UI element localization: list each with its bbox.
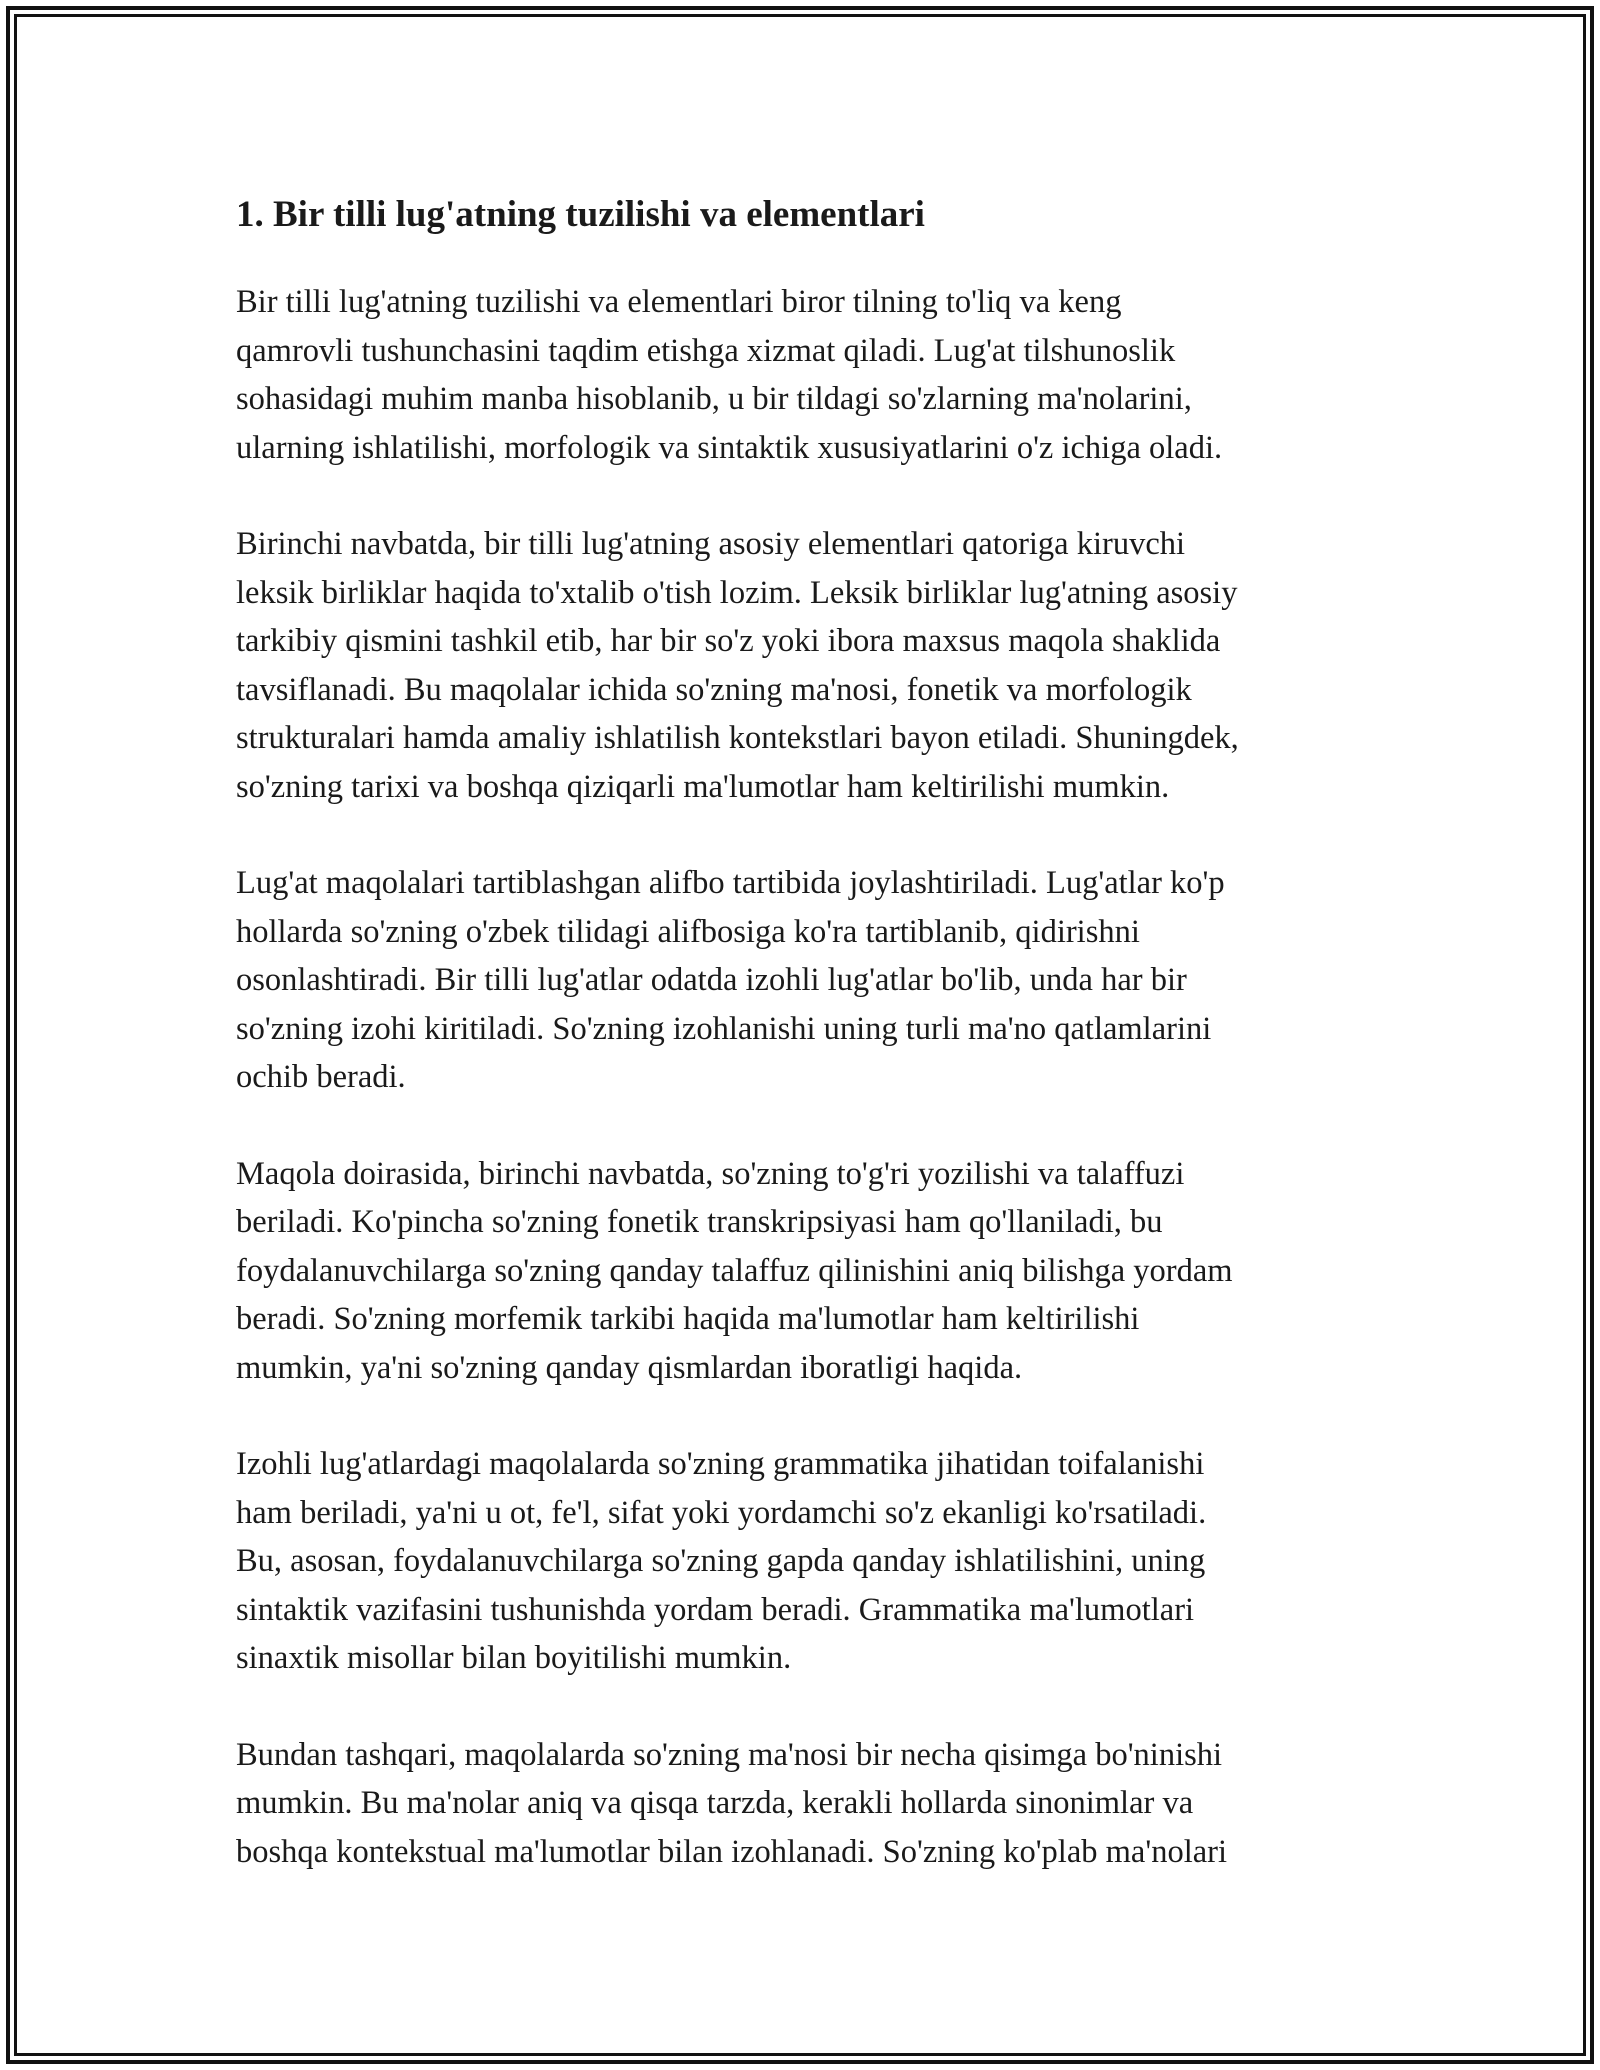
paragraph-5 <box>236 1440 1386 1683</box>
text-line: strukturalari hamda amaliy ishlatilish kontekstlari bayon etiladi. Shuningdek, <box>236 720 1239 756</box>
text-line: ularning ishlatilishi, morfologik va sintaktik xususiyatlarini o'z ichiga oladi. <box>236 429 1223 466</box>
text-line: so'zning izohi kiritiladi. So'zning izohlanishi uning turli ma'no qatlamlarini <box>236 1010 1212 1047</box>
text-line: so'zning tarixi va boshqa qiziqarli ma'lumotlar ham keltirilishi mumkin. <box>236 768 1170 805</box>
text-line: tarkibiy qismini tashkil etib, har bir so'z yoki ibora maxsus maqola shaklida <box>236 623 1221 659</box>
text-line: leksik birliklar haqida to'xtalib o'tish lozim. Leksik birliklar lug'atning asosiy <box>236 574 1238 611</box>
text-line: mumkin. Bu ma'nolar aniq va qisqa tarzda, kerakli hollarda sinonimlar va <box>236 1785 1194 1821</box>
paragraph-1 <box>236 278 1386 472</box>
text-line: hollarda so'zning o'zbek tilidagi alifbosiga ko'ra tartiblanib, qidirishni <box>236 913 1140 950</box>
text-line: sohasidagi muhim manba hisoblanib, u bir tildagi so'zlarning ma'nolarini, <box>236 381 1192 417</box>
text-line: foydalanuvchilarga so'zning qanday talaffuz qilinishini aniq bilishga yordam <box>236 1252 1233 1289</box>
text-line: ham beriladi, ya'ni u ot, fe'l, sifat yoki yordamchi so'z ekanligi ko'rsatiladi. <box>236 1494 1207 1531</box>
text-line: Maqola doirasida, birinchi navbatda, so'zning to'g'ri yozilishi va talaffuzi <box>236 1155 1185 1192</box>
text-line: sinaxtik misollar bilan boyitilishi mumkin. <box>236 1640 792 1676</box>
text-line: boshqa kontekstual ma'lumotlar bilan izohlanadi. So'zning ko'plab ma'nolari <box>236 1833 1227 1870</box>
paragraph-4 <box>236 1150 1386 1393</box>
text-line: beradi. So'zning morfemik tarkibi haqida ma'lumotlar ham keltirilishi <box>236 1301 1140 1337</box>
text-line: ochib beradi. <box>236 1059 406 1095</box>
text-line: osonlashtiradi. Bir tilli lug'atlar odatda izohli lug'atlar bo'lib, unda har bir <box>236 962 1187 998</box>
text-line: sintaktik vazifasini tushunishda yordam beradi. Grammatika ma'lumotlari <box>236 1591 1195 1628</box>
text-line: Bu, asosan, foydalanuvchilarga so'zning gapda qanday ishlatilishini, uning <box>236 1543 1206 1579</box>
text-line: qamrovli tushunchasini taqdim etishga xizmat qiladi. Lug'at tilshunoslik <box>236 332 1176 369</box>
text-line: tavsiflanadi. Bu maqolalar ichida so'zning ma'nosi, fonetik va morfologik <box>236 671 1192 708</box>
text-line: Bir tilli lug'atning tuzilishi va elementlari biror tilning to'liq va keng <box>236 284 1122 320</box>
text-line: Lug'at maqolalari tartiblashgan alifbo tartibida joylashtiriladi. Lug'atlar ko'p <box>236 865 1225 901</box>
paragraph-6 <box>236 1731 1386 1877</box>
text-line: Bundan tashqari, maqolalarda so'zning ma'nosi bir necha qisimga bo'ninishi <box>236 1736 1223 1773</box>
paragraph-3 <box>236 859 1386 1102</box>
paragraph-2 <box>236 520 1386 811</box>
section-heading: 1. Bir tilli lug'atning tuzilishi va elementlari <box>236 194 925 235</box>
text-line: mumkin, ya'ni so'zning qanday qismlardan iboratligi haqida. <box>236 1349 1023 1386</box>
document-body <box>236 180 1386 1924</box>
text-line: Birinchi navbatda, bir tilli lug'atning asosiy elementlari qatoriga kiruvchi <box>236 526 1186 562</box>
text-line: beriladi. Ko'pincha so'zning fonetik transkripsiyasi ham qo'llaniladi, bu <box>236 1204 1163 1240</box>
text-line: Izohli lug'atlardagi maqolalarda so'zning grammatika jihatidan toifalanishi <box>236 1446 1205 1482</box>
